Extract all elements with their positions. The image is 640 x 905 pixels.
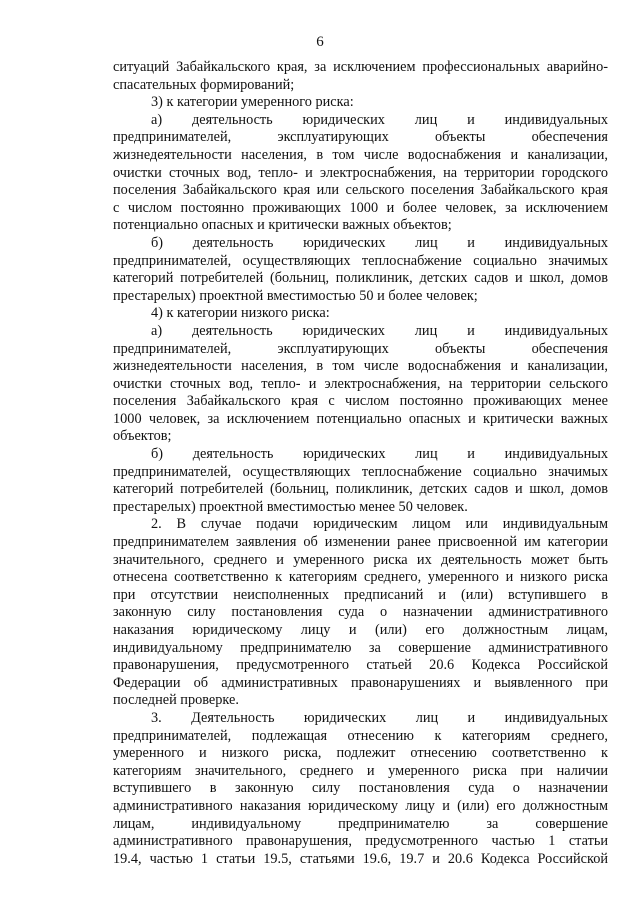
text-line: законную силу постановления суда о назначении административного [113,604,608,621]
text-line: потенциально опасных и критически важных объектов; [113,217,452,234]
text-line: очистки сточных вод, тепло- и электроснабжения, на территории городского [113,164,608,181]
text-line: предпринимателей, эксплуатирующих объекты обеспечения [113,129,608,146]
text-line: поселения Забайкальского края или сельского поселения Забайкальского края [113,182,608,199]
text-line: предпринимателем заявления об изменении ранее присвоенной им категории [113,534,608,551]
text-line: вступившего в законную силу постановления суда о назначении [113,780,608,797]
text-line: правонарушения, предусмотренного статьей 20.6 Кодекса Российской [113,657,608,674]
text-line: 19.4, частью 1 статьи 19.5, статьями 19.6, 19.7 и 20.6 Кодекса Российской [113,850,608,867]
text-line: умеренного и низкого риска, подлежит отнесению соответственно к [113,745,608,762]
text-line: объектов; [113,428,172,445]
text-line: предпринимателей, осуществляющих теплоснабжение социально значимых [113,463,608,480]
text-line: предпринимателей, подлежащая отнесению к категориям среднего, [113,727,608,744]
text-line: лицам, индивидуальному предпринимателю за совершение [113,815,608,832]
text-line: ситуаций Забайкальского края, за исключением профессиональных аварийно- [113,59,608,75]
text-line: с числом постоянно проживающих 1000 и более человек, за исключением [113,199,608,216]
text-line: категориям значительного, среднего и умеренного риска при наличии [113,762,608,779]
text-line: категорий потребителей (больниц, поликлиник, детских садов и школ, домов [113,270,608,287]
text-line: а) деятельность юридических лиц и индивидуальных [151,322,608,339]
text-line: значительного, среднего и умеренного риска их деятельность может быть [113,551,608,568]
document-body [113,59,608,868]
text-line: предпринимателей, осуществляющих теплоснабжение социально значимых [113,252,608,269]
text-line: жизнедеятельности населения, в том числе водоснабжения и канализации, [113,146,608,163]
text-line: категорий потребителей (больниц, поликлиник, детских садов и школ, домов [113,481,608,498]
text-line: последней проверке. [113,692,239,709]
text-line: 3) к категории умеренного риска: [151,94,354,111]
text-line: 3. Деятельность юридических лиц и индивидуальных [151,709,608,726]
text-line: б) деятельность юридических лиц и индивидуальных [151,446,608,463]
text-line: административного наказания юридическому лицу и (или) его должностным [113,797,608,814]
text-line: престарелых) проектной вместимостью менее 50 человек. [113,498,468,515]
text-line: индивидуальному предпринимателю за совершение административного [113,639,608,656]
text-line: 2. В случае подачи юридическим лицом или индивидуальным [151,516,608,533]
text-line: 1000 человек, за исключением потенциально опасных и критически важных [113,410,608,427]
text-line: а) деятельность юридических лиц и индивидуальных [151,111,608,128]
text-line: отнесена соответственно к категориям среднего, умеренного и низкого риска [113,569,608,586]
text-line: наказания юридическому лицу и (или) его должностным лицам, [113,622,608,638]
page-number: 6 [316,34,324,50]
text-line: предпринимателей, эксплуатирующих объекты обеспечения [113,340,608,357]
text-line: жизнедеятельности населения, в том числе водоснабжения и канализации, [113,358,608,375]
text-line: 4) к категории низкого риска: [151,305,330,322]
text-line: административного правонарушения, предусмотренного частью 1 статьи [113,833,608,850]
text-line: при отсутствии неисполненных предписаний и (или) вступившего в [113,586,608,603]
text-line: спасательных формирований; [113,76,295,93]
text-line: поселения Забайкальского края с числом постоянно проживающих менее [113,393,608,410]
text-line: престарелых) проектной вместимостью 50 и более человек; [113,287,478,304]
text-line: Федерации об административных правонарушениях и выявленного при [113,674,608,691]
text-line: очистки сточных вод, тепло- и электроснабжения, на территории сельского [113,375,608,392]
text-line: б) деятельность юридических лиц и индивидуальных [151,234,608,251]
